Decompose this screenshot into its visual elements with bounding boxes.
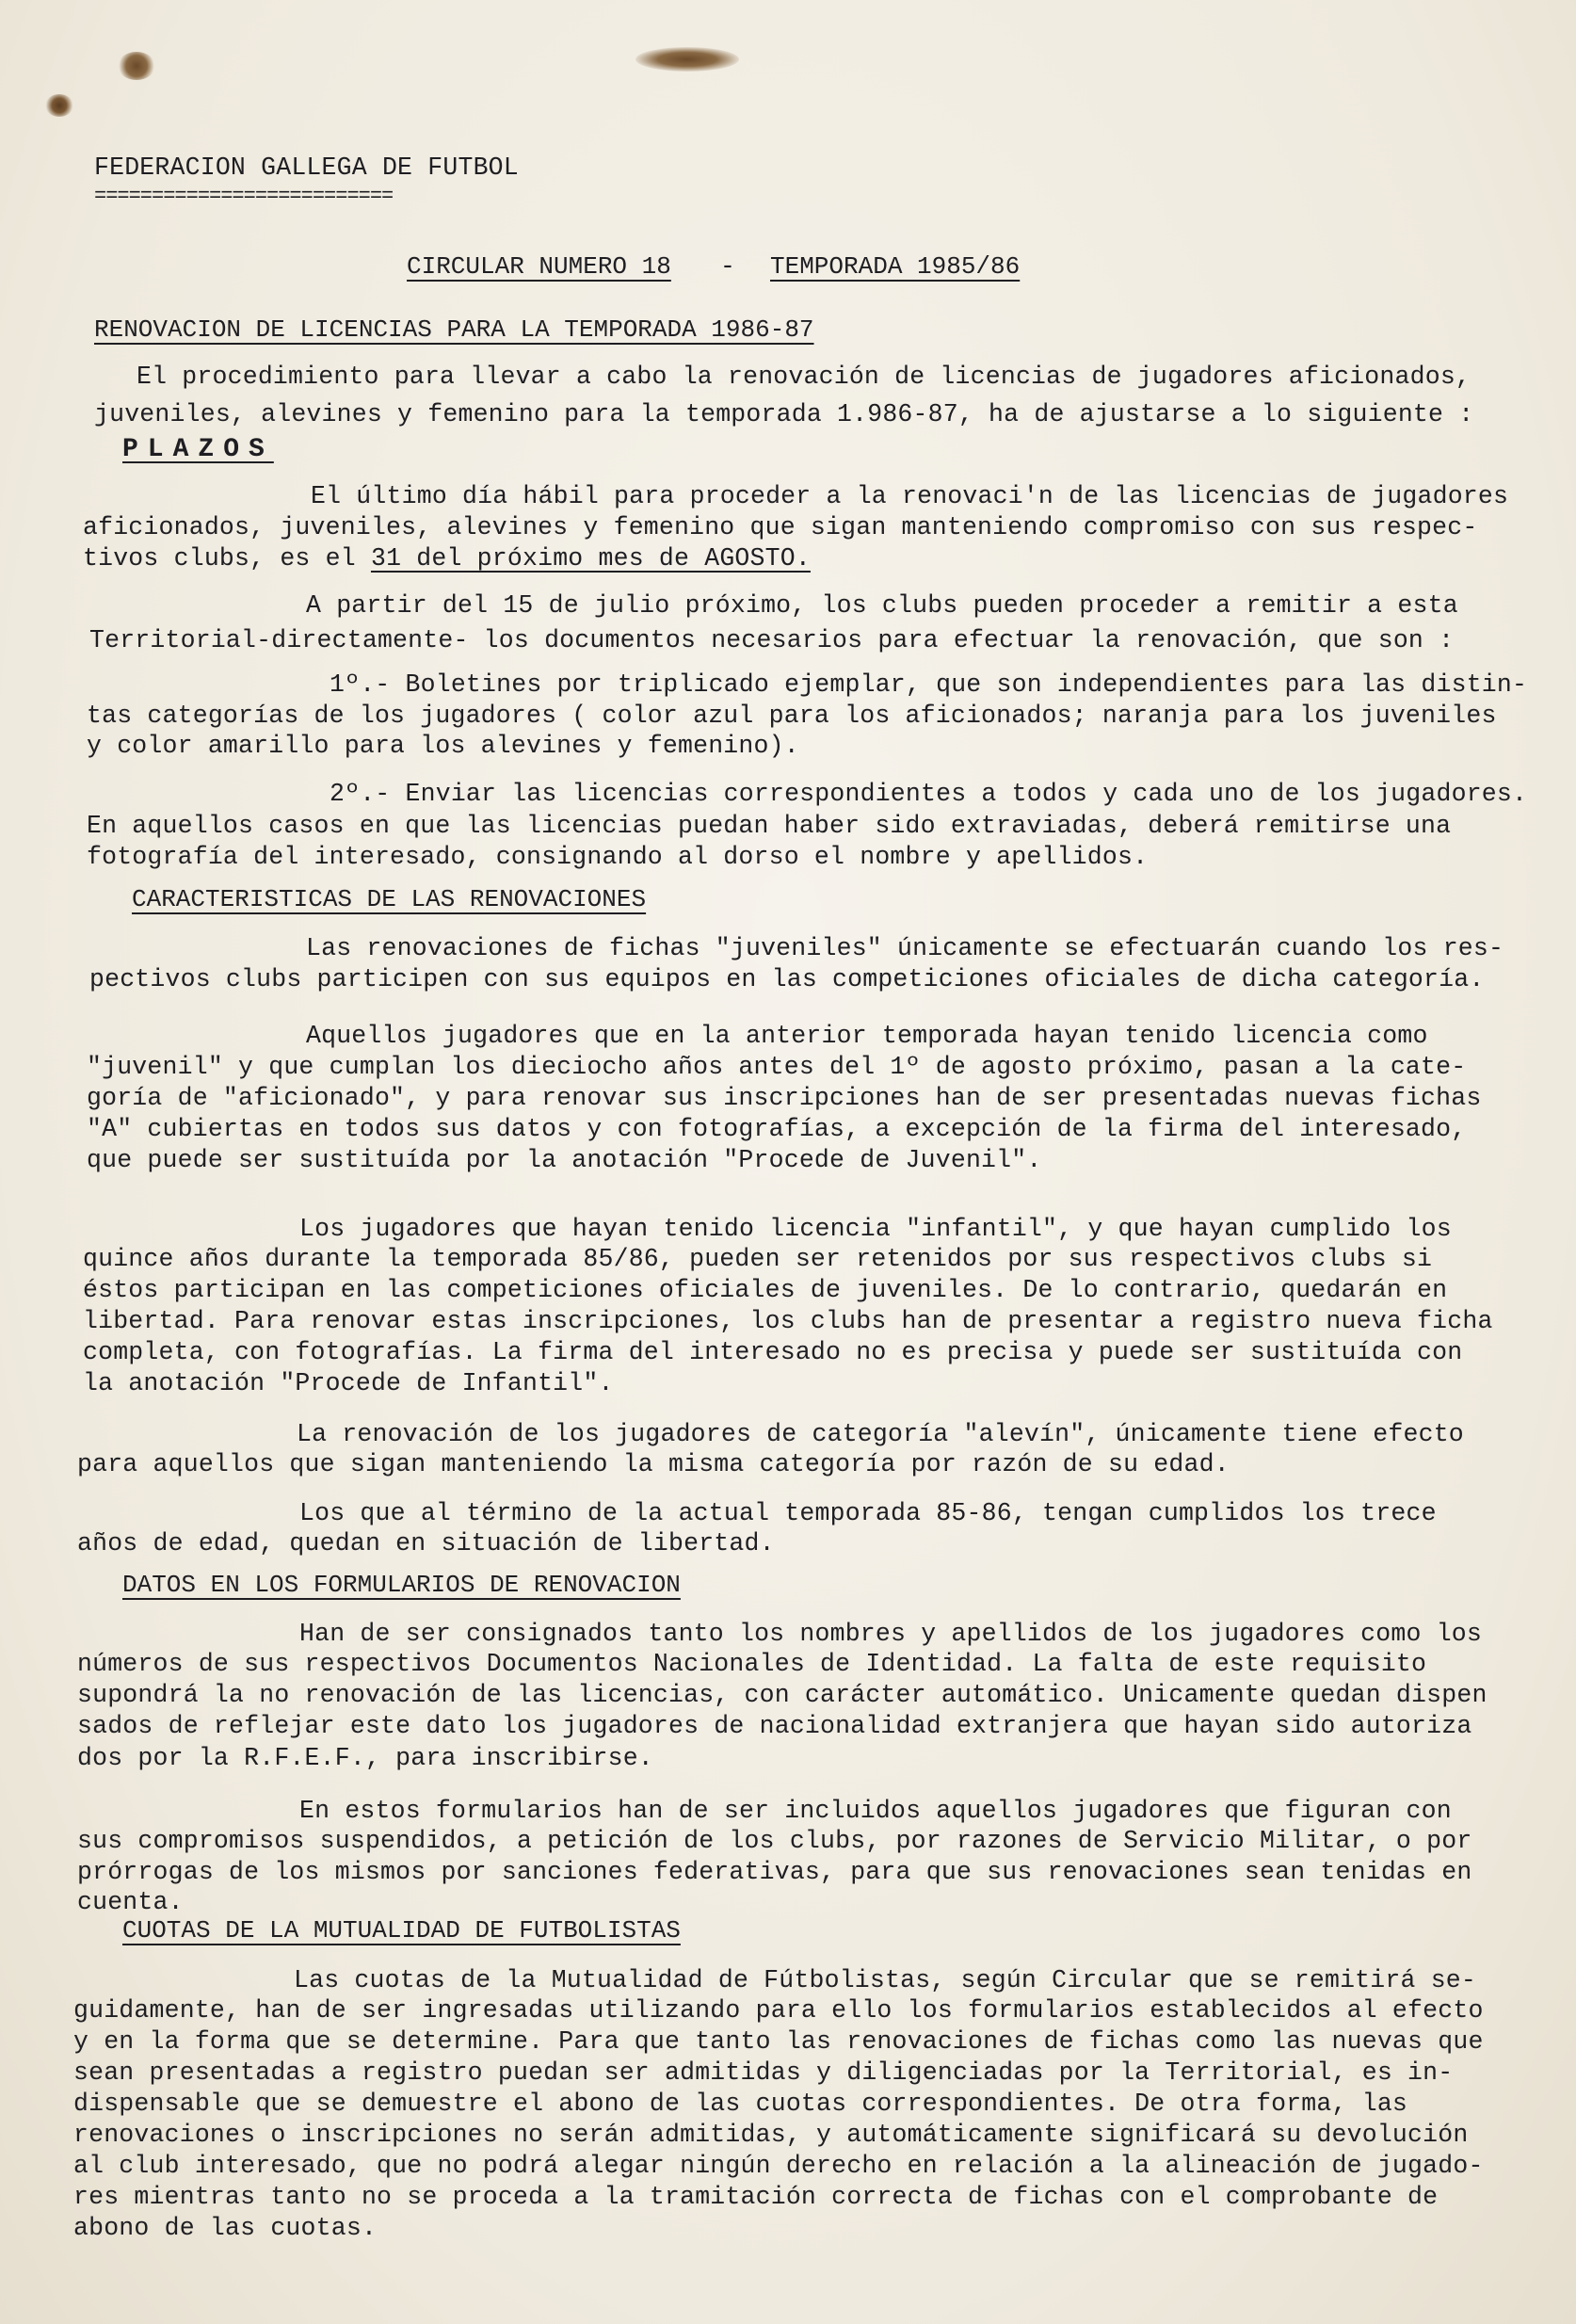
caracteristicas-line: "A" cubiertas en todos sus datos y con fotografías, a excepción de la firma del interesado, <box>87 1115 1467 1143</box>
datos-line: sus compromisos suspendidos, a petición de los clubs, por razones de Servicio Militar, o por <box>77 1827 1472 1855</box>
deadline-date: 31 del próximo mes de AGOSTO. <box>370 544 811 573</box>
item-licencias-line: 2º.- Enviar las licencias correspondientes a todos y cada uno de los jugadores. <box>330 780 1528 808</box>
item-boletines-line: tas categorías de los jugadores ( color azul para los aficionados; naranja para los juveniles <box>87 702 1497 730</box>
cuotas-heading: CUOTAS DE LA MUTUALIDAD DE FUTBOLISTAS <box>122 1916 681 1945</box>
datos-line: números de sus respectivos Documentos Nacionales de Identidad. La falta de este requisito <box>77 1650 1427 1678</box>
caracteristicas-line: libertad. Para renovar estas inscripciones, los clubs han de presentar a registro nueva ficha <box>83 1307 1493 1335</box>
rust-stain-left-small <box>45 94 73 117</box>
caracteristicas-line: éstos participan en las competiciones oficiales de juveniles. De lo contrario, quedarán en <box>83 1276 1448 1304</box>
cuotas-line: al club interesado, que no podrá alegar ningún derecho en relación a la alineación de jugado- <box>73 2152 1484 2180</box>
caracteristicas-heading: CARACTERISTICAS DE LAS RENOVACIONES <box>132 885 647 913</box>
datos-line: cuenta. <box>77 1888 184 1916</box>
datos-line: dos por la R.F.E.F., para inscribirse. <box>77 1744 653 1772</box>
plazos-paragraph-line: A partir del 15 de julio próximo, los clubs pueden proceder a remitir a esta <box>306 591 1458 620</box>
datos-line: Han de ser consignados tanto los nombres y apellidos de los jugadores como los <box>299 1620 1483 1648</box>
cuotas-line: abono de las cuotas. <box>73 2214 378 2242</box>
caracteristicas-line: Los jugadores que hayan tenido licencia "infantil", y que hayan cumplido los <box>299 1215 1452 1243</box>
caracteristicas-line: quince años durante la temporada 85/86, pueden ser retenidos por sus respectivos clubs si <box>83 1245 1433 1273</box>
datos-line: sados de reflejar este dato los jugadores de nacionalidad extranjera que hayan sido autoriza <box>77 1712 1472 1740</box>
caracteristicas-line: que puede ser sustituída por la anotación "Procede de Juvenil". <box>87 1146 1042 1174</box>
cuotas-line: res mientras tanto no se proceda a la tramitación correcta de fichas con el comprobante de <box>73 2183 1439 2211</box>
caracteristicas-line: "juvenil" y que cumplan los dieciocho años antes del 1º de agosto próximo, pasan a la cate- <box>87 1053 1467 1081</box>
caracteristicas-line: para aquellos que sigan manteniendo la misma categoría por razón de su edad. <box>77 1450 1230 1478</box>
item-boletines-line: 1º.- Boletines por triplicado ejemplar, que son independientes para las distin- <box>330 670 1528 699</box>
plazos-heading: PLAZOS <box>122 435 274 464</box>
datos-heading: DATOS EN LOS FORMULARIOS DE RENOVACION <box>122 1571 681 1599</box>
plazos-paragraph-line <box>83 544 811 573</box>
caracteristicas-line: años de edad, quedan en situación de libertad. <box>77 1529 775 1557</box>
cuotas-line: Las cuotas de la Mutualidad de Fútbolistas, según Circular que se remitirá se- <box>294 1966 1477 1994</box>
datos-line: prórrogas de los mismos por sanciones federativas, para que sus renovaciones sean tenidas en <box>77 1858 1472 1886</box>
federation-name: FEDERACION GALLEGA DE FUTBOL <box>94 153 519 182</box>
cuotas-line: y en la forma que se determine. Para que tanto las renovaciones de fichas como las nuevas que <box>73 2027 1484 2056</box>
caracteristicas-line: Los que al término de la actual temporada 85-86, tengan cumplidos los trece <box>299 1499 1437 1527</box>
caracteristicas-line: la anotación "Procede de Infantil". <box>83 1369 614 1397</box>
deadline-prefix: tivos clubs, es el <box>83 544 356 573</box>
plazos-paragraph-line: aficionados, juveniles, alevines y femenino que sigan manteniendo compromiso con sus respec- <box>83 513 1478 541</box>
season-label: TEMPORADA 1985/86 <box>770 252 1021 281</box>
intro-line: El procedimiento para llevar a cabo la renovación de licencias de jugadores aficionados, <box>137 363 1471 391</box>
circular-dash: - <box>720 252 736 281</box>
item-boletines-line: y color amarillo para los alevines y femenino). <box>87 732 799 760</box>
caracteristicas-line: La renovación de los jugadores de categoría "alevín", únicamente tiene efecto <box>297 1420 1464 1448</box>
cuotas-line: renovaciones o inscripciones no serán admitidas, y automáticamente significará su devolución <box>73 2121 1469 2149</box>
cuotas-line: dispensable que se demuestre el abono de las cuotas correspondientes. De otra forma, las <box>73 2090 1408 2118</box>
plazos-paragraph-line: El último día hábil para proceder a la renovaci'n de las licencias de jugadores <box>311 482 1509 510</box>
caracteristicas-line: Las renovaciones de fichas "juveniles" únicamente se efectuarán cuando los res- <box>306 934 1504 962</box>
rust-stain-left <box>118 52 155 80</box>
plazos-paragraph-line: Territorial-directamente- los documentos necesarios para efectuar la renovación, que son : <box>89 626 1455 654</box>
item-licencias-line: En aquellos casos en que las licencias puedan haber sido extraviadas, deberá remitirse una <box>87 812 1452 840</box>
circular-number: CIRCULAR NUMERO 18 <box>407 252 671 281</box>
caracteristicas-line: goría de "aficionado", y para renovar sus inscripciones han de ser presentadas nuevas fichas <box>87 1084 1482 1112</box>
datos-line: En estos formularios han de ser incluidos aquellos jugadores que figuran con <box>299 1797 1452 1825</box>
item-licencias-line: fotografía del interesado, consignando al dorso el nombre y apellidos. <box>87 843 1149 871</box>
rust-stain-top <box>635 47 739 72</box>
cuotas-line: sean presentadas a registro puedan ser admitidas y diligenciadas por la Territorial, es in- <box>73 2058 1454 2087</box>
cuotas-line: guidamente, han de ser ingresadas utilizando para ello los formularios establecidos al efecto <box>73 1996 1484 2025</box>
intro-line: juveniles, alevines y femenino para la temporada 1.986-87, ha de ajustarse a lo siguiente : <box>94 400 1474 428</box>
caracteristicas-line: Aquellos jugadores que en la anterior temporada hayan tenido licencia como <box>306 1022 1428 1050</box>
datos-line: supondrá la no renovación de las licencias, con carácter automático. Unicamente quedan dispen <box>77 1681 1488 1709</box>
caracteristicas-line: completa, con fotografías. La firma del interesado no es precisa y puede ser sustituída con <box>83 1338 1463 1366</box>
federation-name-rule: ========================== <box>94 185 394 208</box>
renovacion-heading: RENOVACION DE LICENCIAS PARA LA TEMPORADA 1986-87 <box>94 315 814 344</box>
caracteristicas-line: pectivos clubs participen con sus equipos en las competiciones oficiales de dicha categoría. <box>89 965 1485 993</box>
